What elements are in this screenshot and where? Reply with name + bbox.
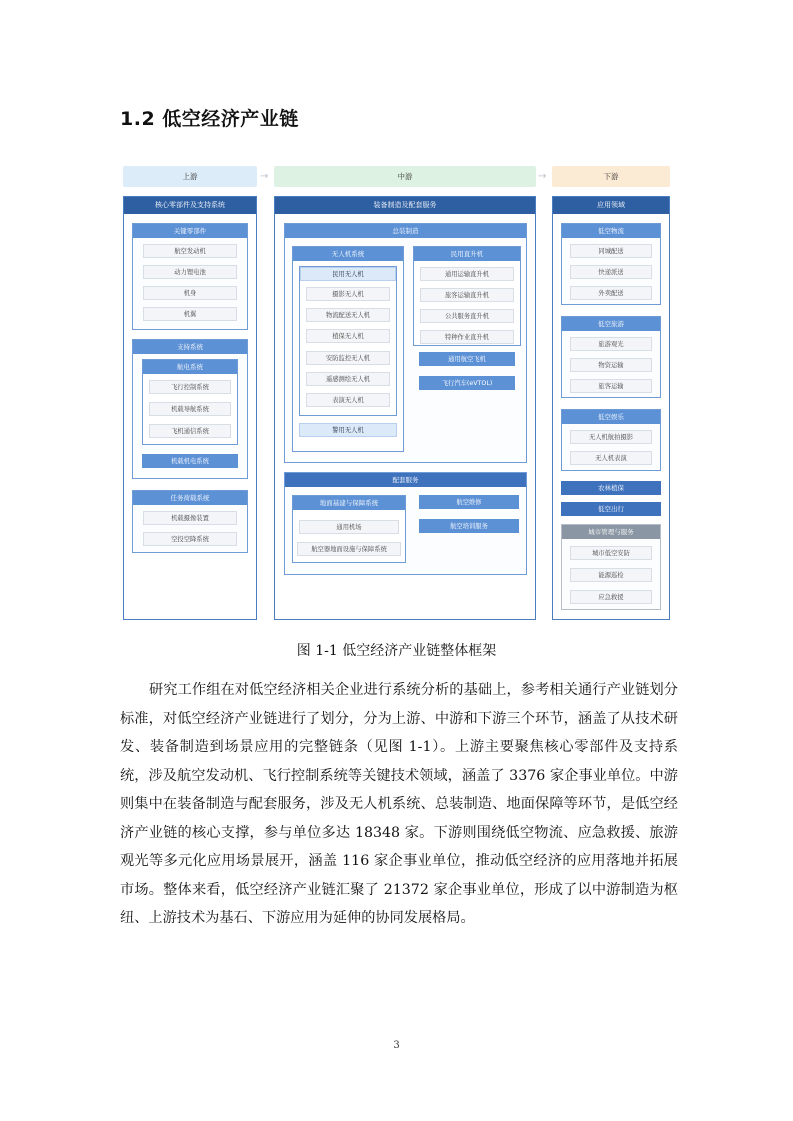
list-item: 机翼 bbox=[143, 307, 237, 321]
police-uav: 警用无人机 bbox=[299, 423, 397, 437]
tourism-title: 低空旅游 bbox=[562, 317, 660, 331]
entertainment-box bbox=[561, 409, 661, 471]
list-item: 无人机表演 bbox=[570, 451, 652, 465]
list-item: 公共服务直升机 bbox=[420, 309, 514, 323]
upstream-column bbox=[123, 196, 257, 620]
list-item: 旅游观光 bbox=[570, 337, 652, 351]
list-item: 特种作业直升机 bbox=[420, 330, 514, 344]
support-system-box bbox=[132, 339, 248, 479]
city-management-box bbox=[561, 524, 661, 610]
training: 航空培训服务 bbox=[419, 519, 519, 533]
list-item: 外卖配送 bbox=[570, 286, 652, 300]
downstream-column bbox=[552, 196, 670, 620]
list-item: 植保无人机 bbox=[306, 329, 390, 343]
midstream-column bbox=[274, 196, 536, 620]
list-item: 机载摄像装置 bbox=[143, 511, 237, 525]
list-item: 旅客运输 bbox=[570, 379, 652, 393]
civil-uav-box bbox=[299, 266, 397, 416]
list-item: 表演无人机 bbox=[306, 393, 390, 407]
logistics-box bbox=[561, 223, 661, 305]
uav-system-title: 无人机系统 bbox=[293, 247, 403, 261]
list-item: 物资运输 bbox=[570, 358, 652, 372]
page-number: 3 bbox=[393, 1040, 400, 1051]
electrical-system: 机载机电系统 bbox=[142, 454, 238, 468]
list-item: 遥感测绘无人机 bbox=[306, 372, 390, 386]
downstream-title: 应用领域 bbox=[553, 197, 669, 214]
stage-upstream: 上游 bbox=[123, 166, 257, 187]
payload-title: 任务荷载系统 bbox=[133, 491, 247, 505]
list-item: 物流配送无人机 bbox=[306, 308, 390, 322]
ground-infra-box bbox=[292, 495, 406, 563]
services-box bbox=[284, 472, 527, 575]
maintenance: 航空维修 bbox=[419, 495, 519, 509]
list-item: 航空发动机 bbox=[143, 244, 237, 258]
list-item: 飞机通信系统 bbox=[149, 424, 231, 438]
avionics-title: 航电系统 bbox=[143, 360, 237, 374]
list-item: 摄影无人机 bbox=[306, 287, 390, 301]
uav-system-box bbox=[292, 246, 404, 452]
civil-uav-title: 民用无人机 bbox=[300, 267, 396, 281]
list-item: 同城配送 bbox=[570, 244, 652, 258]
arrow-icon: → bbox=[538, 171, 547, 182]
helicopter-box bbox=[413, 246, 521, 346]
arrow-icon: → bbox=[260, 171, 269, 182]
payload-box bbox=[132, 490, 248, 553]
services-title: 配套服务 bbox=[285, 473, 526, 487]
list-item: 空投空降系统 bbox=[143, 532, 237, 546]
agriculture: 农林植保 bbox=[561, 481, 661, 495]
key-parts-box bbox=[132, 223, 248, 330]
stage-downstream: 下游 bbox=[552, 166, 670, 187]
section-heading: 1.2 低空经济产业链 bbox=[120, 108, 299, 130]
key-parts-title: 关键零部件 bbox=[133, 224, 247, 238]
general-aircraft: 通用航空飞机 bbox=[419, 352, 515, 366]
body-paragraph: 研究工作组在对低空经济相关企业进行系统分析的基础上，参考相关通行产业链划分标准，对低空经济产业链进行了划分，分为上游、中游和下游三个环节，涵盖了从技术研发、装备制造到场景应用的完整链条（见图 1-1）。上游主要聚焦核心零部件及支持系统，涉及航空发动机、飞行控制系统等关键技术领域，涵盖了 3376 家企事业单位。中游则集中在装备制造与配套服务，涉及无人机系统、总装制造、地面保障等环节，是低空经济产业链的核心支撑，参与单位多达 18348 家。下游则围绕低空物流、应急救援、旅游观光等多元化应用场景展开，涵盖 116 家企事业单位，推动低空经济的应用落地并拓展市场。整体来看，低空经济产业链汇聚了 21372 家企事业单位，形成了以中游制造为枢纽、上游技术为基石、下游应用为延伸的协同发展格局。 bbox=[120, 682, 678, 926]
list-item: 能源巡检 bbox=[570, 568, 652, 582]
helicopter-title: 民用直升机 bbox=[414, 247, 520, 261]
assembly-box bbox=[284, 223, 527, 463]
entertainment-title: 低空娱乐 bbox=[562, 410, 660, 424]
list-item: 安防监控无人机 bbox=[306, 351, 390, 365]
avionics-box bbox=[142, 359, 238, 445]
list-item: 应急救援 bbox=[570, 590, 652, 604]
list-item: 动力锂电池 bbox=[143, 265, 237, 279]
logistics-title: 低空物流 bbox=[562, 224, 660, 238]
tourism-box bbox=[561, 316, 661, 398]
list-item: 机载导航系统 bbox=[149, 402, 231, 416]
ground-infra-title: 地面基建与保障系统 bbox=[293, 496, 405, 510]
list-item: 飞行控制系统 bbox=[149, 380, 231, 394]
upstream-title: 核心零部件及支持系统 bbox=[124, 197, 256, 214]
list-item: 无人机航拍摄影 bbox=[570, 430, 652, 444]
list-item: 快递派送 bbox=[570, 265, 652, 279]
assembly-title: 总装制造 bbox=[285, 224, 526, 238]
list-item: 旅客运输直升机 bbox=[420, 288, 514, 302]
midstream-title: 装备制造及配套服务 bbox=[275, 197, 535, 214]
stage-midstream: 中游 bbox=[274, 166, 536, 187]
city-management-title: 城市管理与服务 bbox=[562, 525, 660, 539]
industry-chain-figure bbox=[123, 166, 670, 620]
list-item: 航空器地面设施与保障系统 bbox=[297, 542, 401, 556]
list-item: 通用机场 bbox=[299, 520, 399, 534]
low-altitude-travel: 低空出行 bbox=[561, 502, 661, 516]
support-system-title: 支持系统 bbox=[133, 340, 247, 354]
list-item: 机身 bbox=[143, 286, 237, 300]
evtol: 飞行汽车(eVTOL) bbox=[419, 376, 515, 390]
figure-caption: 图 1-1 低空经济产业链整体框架 bbox=[296, 643, 497, 659]
list-item: 城市低空安防 bbox=[570, 546, 652, 560]
list-item: 通用运输直升机 bbox=[420, 267, 514, 281]
